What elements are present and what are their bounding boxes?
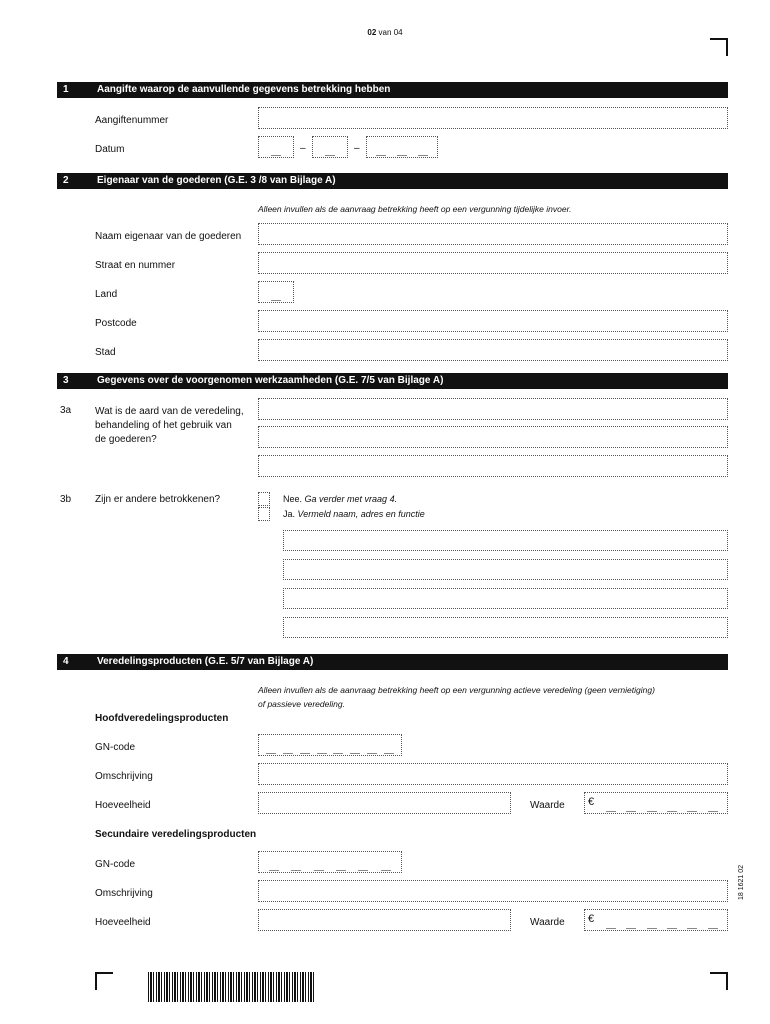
naam-eigenaar-label: Naam eigenaar van de goederen bbox=[95, 231, 242, 242]
ja-checkbox[interactable] bbox=[258, 507, 270, 521]
postcode-label: Postcode bbox=[95, 318, 137, 329]
land-label: Land bbox=[95, 289, 118, 300]
omschrijving-label: Omschrijving bbox=[95, 888, 153, 899]
euro-sign: € bbox=[588, 913, 595, 925]
omschrijving-field-secundair[interactable] bbox=[258, 880, 728, 902]
hoeveelheid-field-secundair[interactable] bbox=[258, 909, 511, 931]
betrokkenen-field-line-2[interactable] bbox=[283, 559, 728, 580]
hoeveelheid-label: Hoeveelheid bbox=[95, 917, 151, 928]
betrokkenen-field-line-1[interactable] bbox=[283, 530, 728, 551]
gn-code-label: GN-code bbox=[95, 742, 136, 753]
stad-label: Stad bbox=[95, 347, 116, 358]
hoofdveredelingsproducten-heading: Hoofdveredelingsproducten bbox=[95, 713, 229, 724]
ja-option-label: Ja. Vermeld naam, adres en functie bbox=[283, 509, 425, 519]
question-3a-label: Wat is de aard van de veredeling, behandeling of het gebruik van de goederen? bbox=[95, 406, 244, 445]
question-3b-label: Zijn er andere betrokkenen? bbox=[95, 494, 221, 505]
secundaire-veredelingsproducten-heading: Secundaire veredelingsproducten bbox=[95, 829, 257, 840]
waarde-label: Waarde bbox=[530, 917, 565, 928]
corner-mark-top-right bbox=[710, 38, 728, 56]
section-1-header: 1 Aangifte waarop de aanvullende gegevens betrekking hebben bbox=[57, 82, 728, 98]
omschrijving-field[interactable] bbox=[258, 763, 728, 785]
question-3a-number: 3a bbox=[60, 405, 72, 416]
hoeveelheid-field[interactable] bbox=[258, 792, 511, 814]
aard-field-line-1[interactable] bbox=[258, 398, 728, 420]
gn-code-field-secundair[interactable] bbox=[258, 851, 402, 873]
datum-year-field[interactable] bbox=[366, 136, 438, 158]
land-field[interactable] bbox=[258, 281, 294, 303]
straat-field[interactable] bbox=[258, 252, 728, 274]
section-4-note: Alleen invullen als de aanvraag betrekking heeft op een vergunning actieve veredeling (geen vernietiging) of passieve veredeling. bbox=[258, 685, 655, 709]
postcode-field[interactable] bbox=[258, 310, 728, 332]
corner-mark-bottom-left bbox=[95, 972, 113, 990]
euro-sign: € bbox=[588, 796, 595, 808]
waarde-field-secundair[interactable] bbox=[584, 909, 728, 931]
question-3b-number: 3b bbox=[60, 494, 72, 505]
hoeveelheid-label: Hoeveelheid bbox=[95, 800, 151, 811]
gn-code-field[interactable] bbox=[258, 734, 402, 756]
aangiftenummer-field[interactable] bbox=[258, 107, 728, 129]
corner-mark-bottom-right bbox=[710, 972, 728, 990]
straat-label: Straat en nummer bbox=[95, 260, 176, 271]
datum-day-field[interactable] bbox=[258, 136, 294, 158]
stad-field[interactable] bbox=[258, 339, 728, 361]
aangiftenummer-label: Aangiftenummer bbox=[95, 115, 169, 126]
section-3-header: 3 Gegevens over de voorgenomen werkzaamheden (G.E. 7/5 van Bijlage A) bbox=[57, 373, 728, 389]
section-2-note: Alleen invullen als de aanvraag betrekking heeft op een vergunning tijdelijke invoer. bbox=[258, 204, 572, 214]
barcode bbox=[148, 972, 314, 1002]
betrokkenen-field-line-3[interactable] bbox=[283, 588, 728, 609]
section-4-header: 4 Veredelingsproducten (G.E. 5/7 van Bijlage A) bbox=[57, 654, 728, 670]
date-separator: – bbox=[354, 143, 360, 154]
form-code: 18 1621 02 bbox=[738, 864, 745, 900]
datum-label: Datum bbox=[95, 144, 125, 155]
date-separator: – bbox=[300, 143, 306, 154]
aard-field-line-3[interactable] bbox=[258, 455, 728, 477]
aard-field-line-2[interactable] bbox=[258, 426, 728, 448]
gn-code-label: GN-code bbox=[95, 859, 136, 870]
nee-checkbox[interactable] bbox=[258, 492, 270, 506]
datum-month-field[interactable] bbox=[312, 136, 348, 158]
page-number: 02 van 04 bbox=[367, 28, 403, 37]
omschrijving-label: Omschrijving bbox=[95, 771, 153, 782]
section-2-header: 2 Eigenaar van de goederen (G.E. 3 /8 van Bijlage A) bbox=[57, 173, 728, 189]
nee-option-label: Nee. Ga verder met vraag 4. bbox=[283, 494, 398, 504]
waarde-label: Waarde bbox=[530, 800, 565, 811]
betrokkenen-field-line-4[interactable] bbox=[283, 617, 728, 638]
waarde-field[interactable] bbox=[584, 792, 728, 814]
naam-eigenaar-field[interactable] bbox=[258, 223, 728, 245]
